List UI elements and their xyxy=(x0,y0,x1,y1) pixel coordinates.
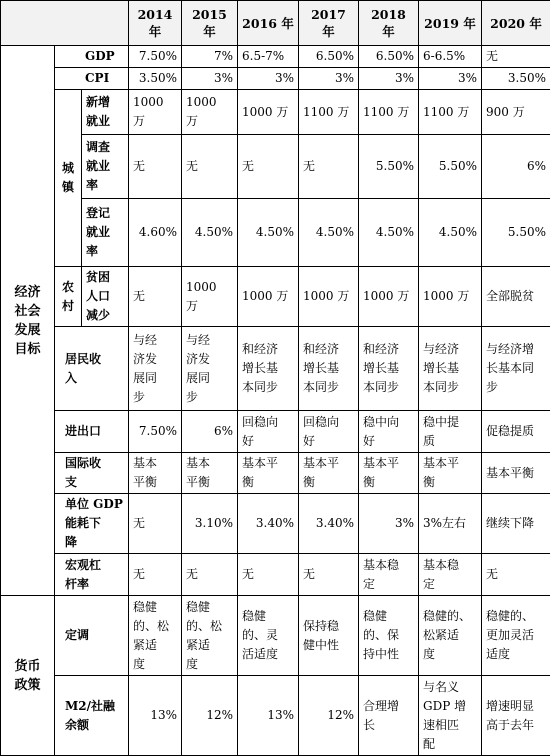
cell-gdp-2017: 6.50% xyxy=(299,46,359,68)
header-2017: 2017 年 xyxy=(299,1,359,46)
cell-energy-2018: 3% xyxy=(359,494,419,554)
row-survey-unemp xyxy=(1,135,550,199)
cell-energy-2015: 3.10% xyxy=(182,494,238,554)
cell-leverage-2018: 基本稳 定 xyxy=(359,554,419,596)
row-income xyxy=(1,327,550,411)
header-2018: 2018 年 xyxy=(359,1,419,46)
cell-intl-2018: 基本平 衡 xyxy=(359,453,419,494)
cell-income-2015: 与经 济发 展同 步 xyxy=(182,327,238,411)
cell-trade-2014: 7.50% xyxy=(129,411,182,453)
row-intl xyxy=(1,453,550,494)
group-rural: 农 村 xyxy=(55,267,82,327)
row-label-poverty: 贫困 人口 减少 xyxy=(82,267,129,327)
cell-poverty-2020: 全部脱贫 xyxy=(482,267,550,327)
header-corner xyxy=(1,1,129,46)
cell-trade-2019: 稳中提 质 xyxy=(419,411,482,453)
row-label-energy: 单位 GDP 能耗下 降 xyxy=(55,494,129,554)
group-urban: 城 镇 xyxy=(55,90,82,267)
cell-cpi-2018: 3% xyxy=(359,68,419,90)
row-m2 xyxy=(1,676,550,756)
cell-leverage-2020: 无 xyxy=(482,554,550,596)
header-row xyxy=(1,1,550,46)
cell-cpi-2015: 3% xyxy=(182,68,238,90)
header-2016: 2016 年 xyxy=(238,1,299,46)
row-label-trade: 进出口 xyxy=(55,411,129,453)
row-label-income: 居民收 入 xyxy=(55,327,129,411)
cell-survey-unemp-2014: 无 xyxy=(129,135,182,199)
cell-trade-2020: 促稳提质 xyxy=(482,411,550,453)
row-label-reg-unemp: 登记 就业 率 xyxy=(82,199,129,267)
cell-income-2017: 和经济 增长基 本同步 xyxy=(299,327,359,411)
row-label-intl: 国际收 支 xyxy=(55,453,129,494)
cell-new-jobs-2020: 900 万 xyxy=(482,90,550,135)
cell-tone-2015: 稳健 的、松 紧适 度 xyxy=(182,596,238,676)
row-label-m2: M2/社融 余额 xyxy=(55,676,129,756)
cell-survey-unemp-2020: 6% xyxy=(482,135,550,199)
row-reg-unemp xyxy=(1,199,550,267)
cell-reg-unemp-2020: 5.50% xyxy=(482,199,550,267)
row-energy xyxy=(1,494,550,554)
cell-new-jobs-2018: 1100 万 xyxy=(359,90,419,135)
cell-cpi-2014: 3.50% xyxy=(129,68,182,90)
cell-new-jobs-2017: 1100 万 xyxy=(299,90,359,135)
row-new-jobs xyxy=(1,90,550,135)
cell-leverage-2014: 无 xyxy=(129,554,182,596)
cell-m2-2017: 12% xyxy=(299,676,359,756)
cell-energy-2016: 3.40% xyxy=(238,494,299,554)
header-2015: 2015 年 xyxy=(182,1,238,46)
cell-intl-2020: 基本平衡 xyxy=(482,453,550,494)
cell-m2-2014: 13% xyxy=(129,676,182,756)
cell-trade-2017: 回稳向 好 xyxy=(299,411,359,453)
row-gdp xyxy=(1,46,550,68)
cell-gdp-2020: 无 xyxy=(482,46,550,68)
cell-intl-2016: 基本平 衡 xyxy=(238,453,299,494)
cell-reg-unemp-2017: 4.50% xyxy=(299,199,359,267)
cell-reg-unemp-2016: 4.50% xyxy=(238,199,299,267)
cell-cpi-2019: 3% xyxy=(419,68,482,90)
cell-tone-2019: 稳健的、 松紧适 度 xyxy=(419,596,482,676)
cell-reg-unemp-2015: 4.50% xyxy=(182,199,238,267)
cell-reg-unemp-2014: 4.60% xyxy=(129,199,182,267)
cell-trade-2016: 回稳向 好 xyxy=(238,411,299,453)
row-label-tone: 定调 xyxy=(55,596,129,676)
row-label-new-jobs: 新增 就业 xyxy=(82,90,129,135)
cell-leverage-2019: 基本稳 定 xyxy=(419,554,482,596)
cell-m2-2018: 合理增 长 xyxy=(359,676,419,756)
cell-tone-2018: 稳健 的、保 持中性 xyxy=(359,596,419,676)
cell-new-jobs-2014: 1000 万 xyxy=(129,90,182,135)
cell-survey-unemp-2015: 无 xyxy=(182,135,238,199)
section-monetary-policy: 货币 政策 xyxy=(1,596,55,756)
cell-energy-2014: 无 xyxy=(129,494,182,554)
cell-gdp-2018: 6.50% xyxy=(359,46,419,68)
cell-poverty-2017: 1000 万 xyxy=(299,267,359,327)
cell-new-jobs-2015: 1000 万 xyxy=(182,90,238,135)
cell-new-jobs-2016: 1000 万 xyxy=(238,90,299,135)
cell-leverage-2017: 无 xyxy=(299,554,359,596)
cell-intl-2014: 基本 平衡 xyxy=(129,453,182,494)
cell-m2-2015: 12% xyxy=(182,676,238,756)
cell-cpi-2020: 3.50% xyxy=(482,68,550,90)
cell-survey-unemp-2019: 5.50% xyxy=(419,135,482,199)
cell-survey-unemp-2017: 无 xyxy=(299,135,359,199)
cell-income-2018: 和经济 增长基 本同步 xyxy=(359,327,419,411)
cell-gdp-2016: 6.5-7% xyxy=(238,46,299,68)
cell-cpi-2016: 3% xyxy=(238,68,299,90)
cell-energy-2017: 3.40% xyxy=(299,494,359,554)
cell-trade-2015: 6% xyxy=(182,411,238,453)
cell-tone-2016: 稳健 的、灵 活适度 xyxy=(238,596,299,676)
cell-m2-2020: 增速明显 高于去年 xyxy=(482,676,550,756)
cell-income-2014: 与经 济发 展同 步 xyxy=(129,327,182,411)
cell-gdp-2019: 6-6.5% xyxy=(419,46,482,68)
cell-poverty-2015: 1000 万 xyxy=(182,267,238,327)
cell-new-jobs-2019: 1100 万 xyxy=(419,90,482,135)
header-2014: 2014 年 xyxy=(129,1,182,46)
cell-reg-unemp-2019: 4.50% xyxy=(419,199,482,267)
cell-income-2020: 与经济增 长基本同 步 xyxy=(482,327,550,411)
row-trade xyxy=(1,411,550,453)
cell-gdp-2015: 7% xyxy=(182,46,238,68)
cell-gdp-2014: 7.50% xyxy=(129,46,182,68)
cell-intl-2017: 基本平 衡 xyxy=(299,453,359,494)
row-cpi xyxy=(1,68,550,90)
header-2020: 2020 年 xyxy=(482,1,550,46)
cell-survey-unemp-2016: 无 xyxy=(238,135,299,199)
row-label-cpi: CPI xyxy=(55,68,129,90)
cell-trade-2018: 稳中向 好 xyxy=(359,411,419,453)
row-label-leverage: 宏观杠 杆率 xyxy=(55,554,129,596)
cell-m2-2016: 13% xyxy=(238,676,299,756)
row-poverty xyxy=(1,267,550,327)
cell-cpi-2017: 3% xyxy=(299,68,359,90)
row-label-gdp: GDP xyxy=(55,46,129,68)
cell-income-2019: 与经济 增长基 本同步 xyxy=(419,327,482,411)
cell-survey-unemp-2018: 5.50% xyxy=(359,135,419,199)
row-label-survey-unemp: 调查 就业 率 xyxy=(82,135,129,199)
cell-tone-2020: 稳健的、 更加灵活 适度 xyxy=(482,596,550,676)
cell-tone-2017: 保持稳 健中性 xyxy=(299,596,359,676)
cell-leverage-2015: 无 xyxy=(182,554,238,596)
header-2019: 2019 年 xyxy=(419,1,482,46)
cell-poverty-2019: 1000 万 xyxy=(419,267,482,327)
cell-intl-2019: 基本平 衡 xyxy=(419,453,482,494)
cell-intl-2015: 基本 平衡 xyxy=(182,453,238,494)
cell-poverty-2016: 1000 万 xyxy=(238,267,299,327)
row-tone xyxy=(1,596,550,676)
cell-tone-2014: 稳健 的、松 紧适 度 xyxy=(129,596,182,676)
cell-poverty-2018: 1000 万 xyxy=(359,267,419,327)
section-econ-goals: 经济 社会 发展 目标 xyxy=(1,46,55,596)
cell-reg-unemp-2018: 4.50% xyxy=(359,199,419,267)
row-leverage xyxy=(1,554,550,596)
cell-energy-2020: 继续下降 xyxy=(482,494,550,554)
cell-poverty-2014: 无 xyxy=(129,267,182,327)
cell-leverage-2016: 无 xyxy=(238,554,299,596)
cell-m2-2019: 与名义 GDP 增 速相匹 配 xyxy=(419,676,482,756)
cell-income-2016: 和经济 增长基 本同步 xyxy=(238,327,299,411)
cell-energy-2019: 3%左右 xyxy=(419,494,482,554)
